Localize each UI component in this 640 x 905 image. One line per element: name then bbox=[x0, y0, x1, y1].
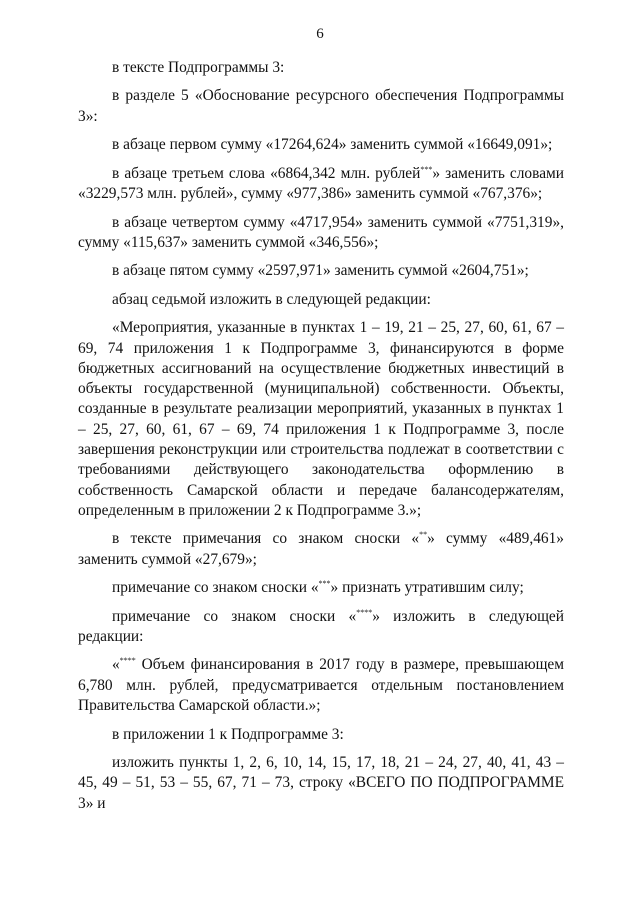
document-body bbox=[78, 58, 564, 814]
paragraph: абзац седьмой изложить в следующей редакции: bbox=[112, 290, 431, 308]
paragraph: в разделе 5 «Обоснование ресурсного обеспечения Подпрограммы 3»: bbox=[78, 87, 564, 125]
footnote-marker: **** bbox=[119, 656, 136, 666]
footnote-marker: *** bbox=[420, 164, 433, 174]
text-run: » изложить в следующей редакции: bbox=[78, 607, 564, 645]
quoted-paragraph: «Мероприятия, указанные в пунктах 1 – 19, 21 – 25, 27, 60, 61, 67 – 69, 74 приложения 1 к Подпрограмме 3, финансируются в форме бюджетных ассигнований на осуществление бюджетных инвестиций в объекты государственной (муниципальной) собственности. Объекты, созданные в результате реализации мероприятий, указанных в пунктах 1 – 25, 27, 60, 61, 67 – 69, 74 приложения 1 к Подпрограмме 3, после завершения реконструкции или строительства подлежат в соответствии с требованиями действующего законодательства оформлению в собственность Самарской области и передаче балансодержателям, определенным в приложении 2 к Подпрограмме 3.»; bbox=[78, 319, 564, 519]
footnote-marker: *** bbox=[318, 579, 331, 589]
paragraph: в приложении 1 к Подпрограмме 3: bbox=[112, 725, 344, 743]
paragraph: в абзаце пятом сумму «2597,971» заменить суммой «2604,751»; bbox=[112, 262, 529, 280]
page-number: 6 bbox=[316, 26, 324, 42]
text-run: в тексте примечания со знаком сноски « bbox=[112, 530, 420, 548]
text-run: » заменить словами «3229,573 млн. рублей», сумму «977,386» заменить суммой «767,376»; bbox=[78, 164, 564, 203]
footnote-marker: ** bbox=[419, 530, 428, 540]
text-run: » признать утратившим силу; bbox=[330, 579, 524, 597]
paragraph bbox=[78, 529, 564, 570]
paragraph: в тексте Подпрограммы 3: bbox=[112, 59, 285, 76]
paragraph: в абзаце четвертом сумму «4717,954» заменить суммой «7751,319», сумму «115,637» заменить суммой «346,556»; bbox=[78, 213, 564, 251]
paragraph bbox=[78, 164, 564, 205]
paragraph bbox=[78, 578, 564, 598]
text-run: примечание со знаком сноски « bbox=[112, 579, 319, 597]
paragraph: изложить пункты 1, 2, 6, 10, 14, 15, 17, 18, 21 – 24, 27, 40, 41, 43 – 45, 49 – 51, 53 – 55, 67, 71 – 73, строку «ВСЕГО ПО ПОДПРОГРАММЕ 3» и bbox=[78, 754, 564, 812]
text-run: Объем финансирования в 2017 году в размере, превышающем 6,780 млн. рублей, предусматривается отдельным постановлением Правительства Самарской области.»; bbox=[78, 656, 564, 715]
paragraph: в абзаце первом сумму «17264,624» заменить суммой «16649,091»; bbox=[112, 136, 553, 154]
text-run: примечание со знаком сноски « bbox=[112, 607, 357, 625]
footnote-marker: **** bbox=[356, 607, 373, 617]
paragraph bbox=[78, 607, 564, 648]
text-run: в абзаце третьем слова «6864,342 млн. рублей bbox=[112, 164, 421, 182]
quoted-paragraph bbox=[78, 655, 564, 716]
text-run: » сумму «489,461» заменить суммой «27,679»; bbox=[78, 530, 564, 568]
text-run: « bbox=[112, 656, 120, 674]
